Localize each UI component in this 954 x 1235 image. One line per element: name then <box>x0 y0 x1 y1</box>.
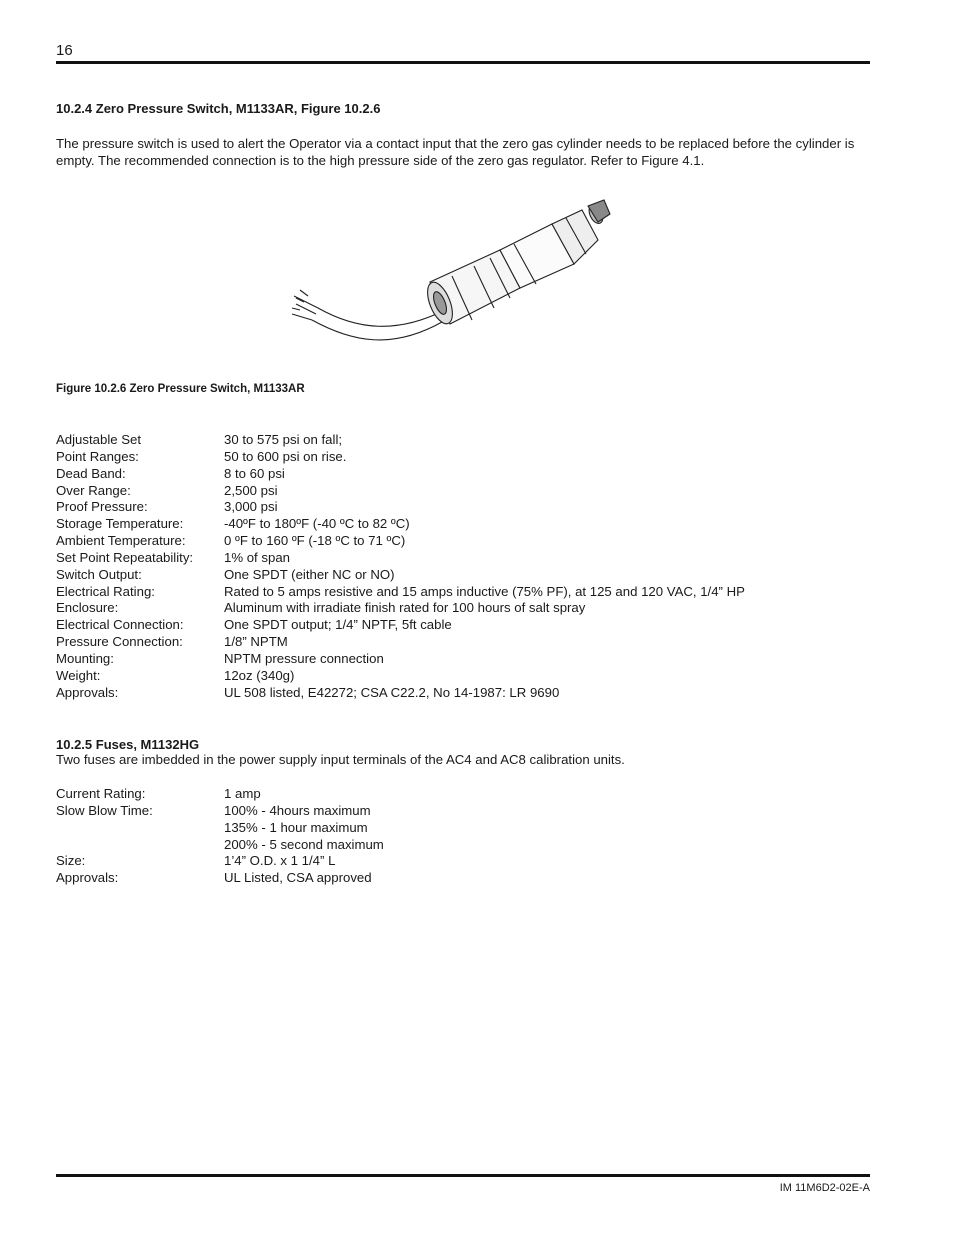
spec-value: 1% of span <box>224 549 290 565</box>
fuse-spec-table <box>56 786 856 887</box>
spec-row <box>56 617 856 634</box>
spec-value: 50 to 600 psi on rise. <box>224 448 347 464</box>
pressure-switch-illustration <box>282 192 612 362</box>
spec-row <box>56 820 856 837</box>
spec-label: Electrical Rating: <box>56 583 155 599</box>
spec-row <box>56 449 856 466</box>
spec-label: Size: <box>56 853 86 869</box>
spec-value: 1 amp <box>224 786 261 801</box>
spec-label: Electrical Connection: <box>56 617 184 633</box>
spec-label: Pressure Connection: <box>56 634 183 650</box>
pressure-switch-spec-table <box>56 432 856 702</box>
spec-row <box>56 668 856 685</box>
spec-value: 1’4” O.D. x 1 1/4” L <box>224 853 336 869</box>
spec-row <box>56 634 856 651</box>
spec-row <box>56 516 856 533</box>
spec-label: Switch Output: <box>56 566 142 582</box>
section-paragraph-zero-pressure-switch: The pressure switch is used to alert the Operator via a contact input that the zero gas cylinder needs to be replaced before the cylinder is empty. The recommended connection is to the high pressure side of the zero gas regulator. Refer to Figure 4.1. <box>56 136 855 168</box>
spec-row <box>56 803 856 820</box>
spec-value: Rated to 5 amps resistive and 15 amps inductive (75% PF), at 125 and 120 VAC, 1/4” HP <box>224 583 745 599</box>
section-heading-fuses: 10.2.5 Fuses, M1132HG <box>56 737 200 752</box>
spec-value: 135% - 1 hour maximum <box>224 819 368 835</box>
spec-row <box>56 466 856 483</box>
spec-row <box>56 567 856 584</box>
spec-row <box>56 584 856 601</box>
spec-value: 8 to 60 psi <box>224 465 285 481</box>
section-paragraph-fuses: Two fuses are imbedded in the power supply input terminals of the AC4 and AC8 calibration units. <box>56 752 625 767</box>
spec-label: Weight: <box>56 667 101 683</box>
figure-caption: Figure 10.2.6 Zero Pressure Switch, M1133AR <box>56 383 305 395</box>
spec-value: One SPDT output; 1/4” NPTF, 5ft cable <box>224 617 452 633</box>
spec-label: Ambient Temperature: <box>56 533 186 549</box>
spec-label: Slow Blow Time: <box>56 802 153 818</box>
spec-value: Aluminum with irradiate finish rated for 100 hours of salt spray <box>224 600 586 616</box>
spec-label <box>56 820 224 837</box>
spec-label: Proof Pressure: <box>56 499 148 515</box>
spec-value: 12oz (340g) <box>224 667 295 683</box>
page-number: 16 <box>56 42 73 59</box>
spec-value: 0 ºF to 160 ºF (-18 ºC to 71 ºC) <box>224 533 406 549</box>
spec-label: Dead Band: <box>56 465 126 481</box>
spec-row <box>56 600 856 617</box>
spec-row <box>56 786 856 803</box>
spec-label: Storage Temperature: <box>56 516 184 532</box>
spec-value: 100% - 4hours maximum <box>224 802 371 818</box>
spec-row <box>56 432 856 449</box>
spec-value: 200% - 5 second maximum <box>224 836 384 852</box>
spec-label: Set Point Repeatability: <box>56 549 194 565</box>
spec-row <box>56 550 856 567</box>
spec-row <box>56 837 856 854</box>
spec-value: 30 to 575 psi on fall; <box>224 432 343 447</box>
section-heading-zero-pressure-switch: 10.2.4 Zero Pressure Switch, M1133AR, Figure 10.2.6 <box>56 101 381 116</box>
spec-label: Enclosure: <box>56 600 119 616</box>
spec-row <box>56 651 856 668</box>
footer-rule <box>56 1174 870 1177</box>
spec-label: Point Ranges: <box>56 448 139 464</box>
spec-value: 2,500 psi <box>224 482 278 498</box>
spec-label: Approvals: <box>56 870 119 886</box>
spec-label: Adjustable Set <box>56 432 142 447</box>
spec-value: UL 508 listed, E42272; CSA C22.2, No 14-1987: LR 9690 <box>224 684 560 700</box>
spec-label <box>56 837 224 854</box>
spec-label: Over Range: <box>56 482 131 498</box>
spec-row <box>56 870 856 887</box>
spec-value: 1/8” NPTM <box>224 634 288 650</box>
spec-row <box>56 685 856 702</box>
spec-row <box>56 499 856 516</box>
document-id: IM 11M6D2-02E-A <box>779 1182 870 1194</box>
spec-value: NPTM pressure connection <box>224 650 384 666</box>
spec-row <box>56 533 856 550</box>
header-rule <box>56 61 870 64</box>
spec-value: UL Listed, CSA approved <box>224 870 372 886</box>
spec-label: Current Rating: <box>56 786 146 801</box>
spec-value: -40ºF to 180ºF (-40 ºC to 82 ºC) <box>224 516 410 532</box>
spec-label: Mounting: <box>56 650 114 666</box>
spec-label: Approvals: <box>56 684 119 700</box>
spec-value: 3,000 psi <box>224 499 278 515</box>
spec-value: One SPDT (either NC or NO) <box>224 566 395 582</box>
spec-row <box>56 853 856 870</box>
spec-row <box>56 483 856 500</box>
